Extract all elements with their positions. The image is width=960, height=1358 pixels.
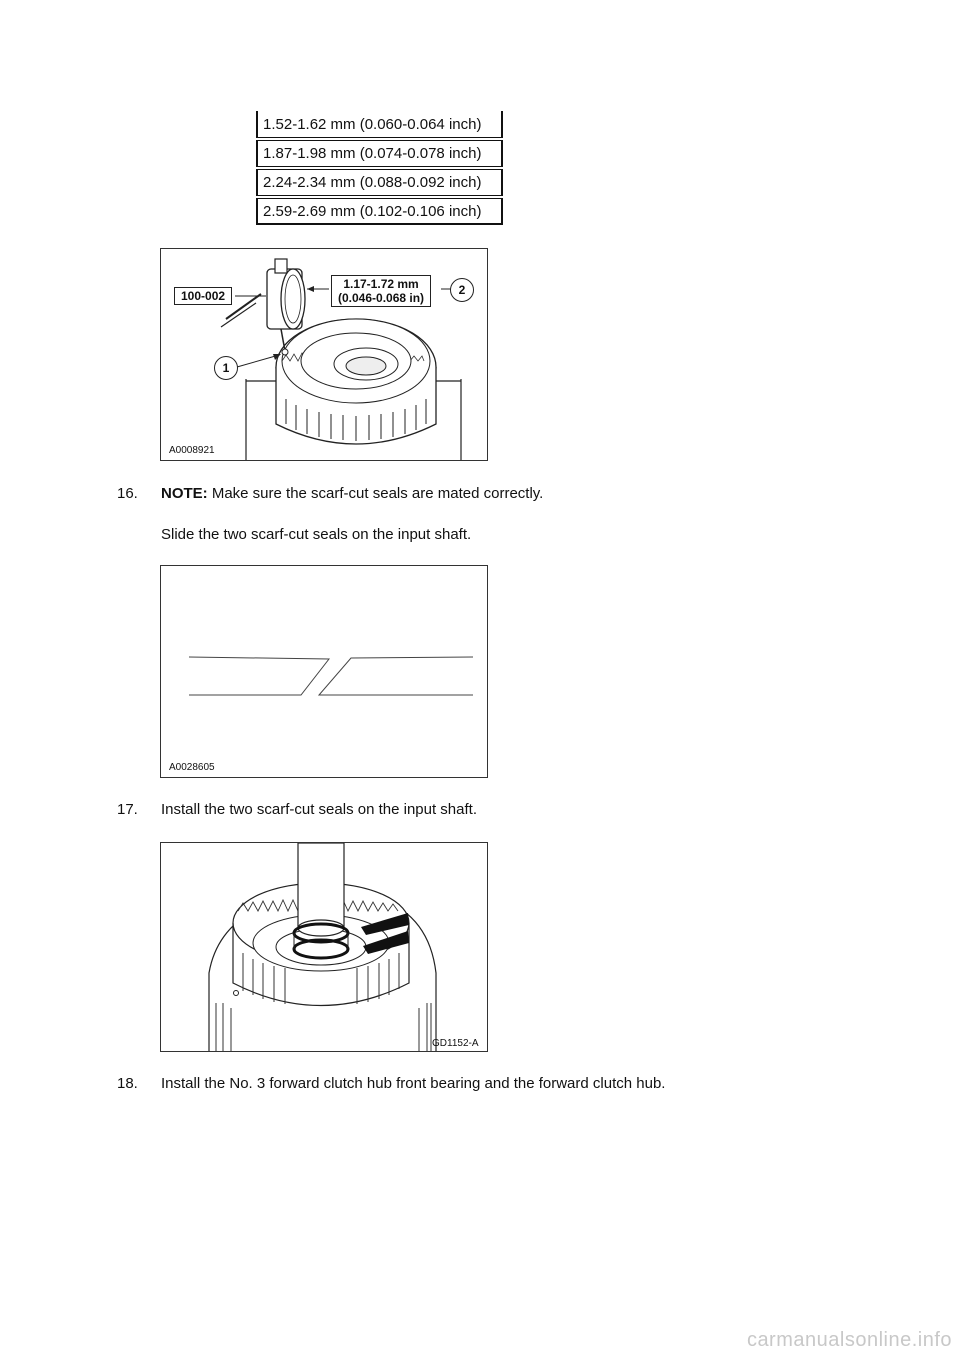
callout-1: 1 [214,356,238,380]
endplay-spec-mm: 1.17-1.72 mm [343,277,419,291]
endplay-spec-in: (0.046-0.068 in) [338,291,425,305]
dial-indicator-illustration [161,249,488,461]
figure-caption: A0028605 [169,762,215,773]
spec-row: 2.24-2.34 mm (0.088-0.092 inch) [256,169,503,196]
dial-indicator-figure [160,248,488,461]
note-text: Make sure the scarf-cut seals are mated correctly. [207,485,544,502]
step-instruction: Install the No. 3 forward clutch hub front bearing and the forward clutch hub. [161,1075,666,1092]
step-instruction: Install the two scarf-cut seals on the input shaft. [161,801,477,818]
spec-table [256,111,503,227]
input-shaft-seals-figure [160,842,488,1052]
spec-row: 1.87-1.98 mm (0.074-0.078 inch) [256,140,503,167]
step-instruction: Slide the two scarf-cut seals on the input shaft. [161,526,472,543]
footer-watermark: carmanualsonline.info [746,1329,952,1351]
spec-row: 1.52-1.62 mm (0.060-0.064 inch) [256,111,503,138]
scarf-cut-seal-illustration [161,566,488,778]
endplay-spec-label [331,275,431,307]
callout-2: 2 [450,278,474,302]
figure-caption: A0008921 [169,445,215,456]
input-shaft-illustration [161,843,488,1052]
scarf-cut-seal-figure [160,565,488,778]
tool-number-label: 100-002 [174,287,232,305]
figure-caption: GD1152-A [432,1038,479,1049]
step-number: 16. [117,485,138,502]
step-number: 17. [117,801,138,818]
spec-row: 2.59-2.69 mm (0.102-0.106 inch) [256,198,503,225]
note-label: NOTE: [161,485,208,502]
step-note [161,485,543,502]
step-number: 18. [117,1075,138,1092]
